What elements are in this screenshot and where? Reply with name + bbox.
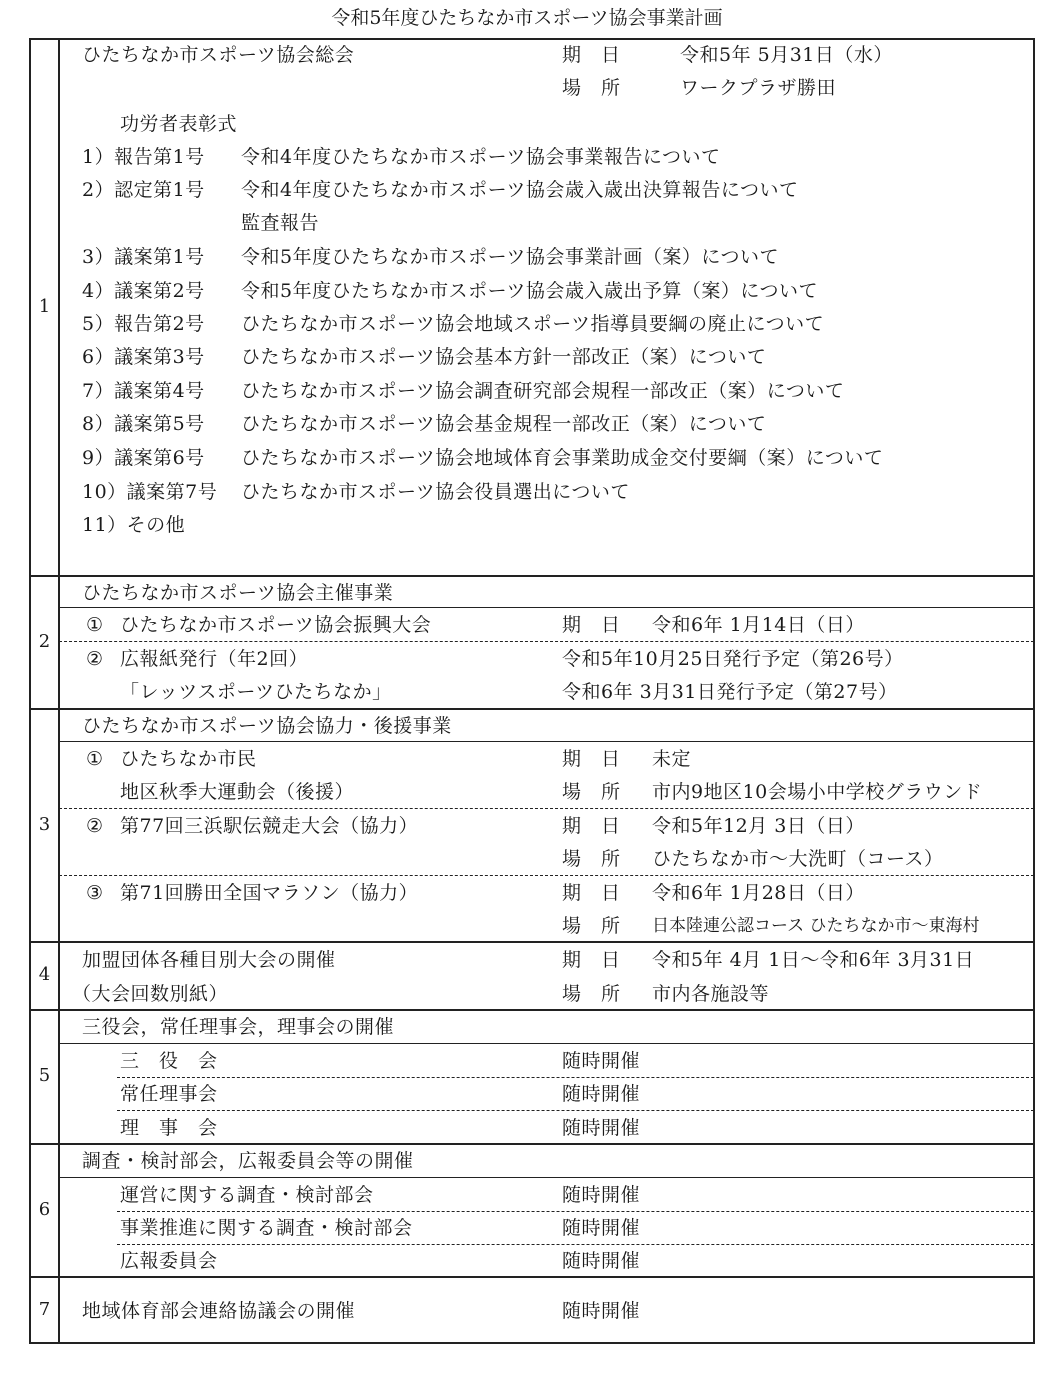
date-value: 令和5年 4月 1日～令和6年 3月31日 bbox=[652, 949, 975, 971]
section-divider bbox=[29, 1009, 1035, 1011]
section-heading: ひたちなか市スポーツ協会総会 bbox=[82, 44, 355, 66]
place-label: 場 所 bbox=[562, 915, 621, 937]
agenda-item-number: 3）議案第1号 bbox=[82, 246, 205, 268]
agenda-item-text: ひたちなか市スポーツ協会基本方針一部改正（案）について bbox=[241, 346, 767, 368]
item-divider bbox=[59, 875, 1034, 876]
item-divider bbox=[117, 1211, 1034, 1212]
date-label: 期 日 bbox=[562, 949, 621, 971]
agenda-item-text: 令和4年度ひたちなか市スポーツ協会歳入歳出決算報告について bbox=[241, 179, 799, 201]
agenda-item-text: 令和5年度ひたちなか市スポーツ協会事業計画（案）について bbox=[241, 246, 779, 268]
section-heading: 地域体育部会連絡協議会の開催 bbox=[82, 1300, 356, 1322]
section-divider bbox=[29, 1143, 1035, 1145]
place-label: 場 所 bbox=[562, 983, 621, 1005]
agenda-item-number: 8）議案第5号 bbox=[82, 413, 205, 435]
meeting-name: 事業推進に関する調査・検討部会 bbox=[120, 1217, 413, 1239]
section-number: 5 bbox=[38, 1065, 51, 1086]
meeting-schedule: 随時開催 bbox=[562, 1300, 641, 1322]
agenda-item-number: 11）その他 bbox=[82, 514, 186, 536]
agenda-item-text: 令和5年度ひたちなか市スポーツ協会歳入歳出予算（案）について bbox=[241, 280, 818, 302]
section-number: 4 bbox=[38, 964, 51, 985]
meeting-schedule: 随時開催 bbox=[562, 1050, 641, 1072]
agenda-item-number: 9）議案第6号 bbox=[82, 447, 205, 469]
item-divider bbox=[117, 1110, 1034, 1111]
meeting-schedule: 随時開催 bbox=[562, 1217, 641, 1239]
agenda-item-text: 令和4年度ひたちなか市スポーツ協会事業報告について bbox=[241, 146, 721, 168]
item-divider bbox=[117, 1244, 1034, 1245]
place-label: 場 所 bbox=[562, 781, 621, 803]
date-value: 令和6年 1月14日（日） bbox=[652, 614, 865, 636]
date-label: 期 日 bbox=[562, 614, 621, 636]
item-mark: ③ bbox=[86, 882, 104, 904]
agenda-item-text: ひたちなか市スポーツ協会調査研究部会規程一部改正（案）について bbox=[241, 380, 845, 402]
section-divider bbox=[29, 708, 1035, 710]
place-value: ひたちなか市～大洗町（コース） bbox=[652, 848, 944, 870]
meeting-schedule: 随時開催 bbox=[562, 1184, 641, 1206]
meeting-name: 三 役 会 bbox=[120, 1050, 218, 1072]
date-label: 期 日 bbox=[562, 815, 621, 837]
agenda-item-number: 5）報告第2号 bbox=[82, 313, 205, 335]
publication-date: 令和5年10月25日発行予定（第26号） bbox=[562, 648, 904, 670]
item-mark: ① bbox=[86, 748, 104, 770]
event-name: 第77回三浜駅伝競走大会（協力） bbox=[120, 815, 419, 837]
agenda-item-number: 10）議案第7号 bbox=[82, 481, 218, 503]
agenda-item-text: ひたちなか市スポーツ協会基金規程一部改正（案）について bbox=[241, 413, 767, 435]
agenda-item-number: 4）議案第2号 bbox=[82, 280, 205, 302]
section-number: 3 bbox=[38, 814, 51, 835]
date-value: 令和5年12月 3日（日） bbox=[652, 815, 865, 837]
event-name: 第71回勝田全国マラソン（協力） bbox=[120, 882, 419, 904]
item-mark: ① bbox=[86, 614, 104, 636]
section-heading: 三役会，常任理事会，理事会の開催 bbox=[82, 1016, 395, 1038]
agenda-item-number: 7）議案第4号 bbox=[82, 380, 205, 402]
item-mark: ② bbox=[86, 815, 104, 837]
place-label: 場 所 bbox=[562, 77, 621, 99]
section-number: 2 bbox=[38, 631, 51, 652]
section-number: 1 bbox=[38, 296, 51, 317]
agenda-item-number: 2）認定第1号 bbox=[82, 179, 205, 201]
item-divider bbox=[59, 641, 1034, 642]
place-value: 市内各施設等 bbox=[652, 983, 770, 1005]
event-name-sub: 「レッツスポーツひたちなか」 bbox=[120, 681, 392, 703]
date-value: 令和6年 1月28日（日） bbox=[652, 882, 865, 904]
section-number: 6 bbox=[38, 1199, 51, 1220]
meeting-name: 広報委員会 bbox=[120, 1250, 218, 1272]
meeting-schedule: 随時開催 bbox=[562, 1250, 641, 1272]
place-label: 場 所 bbox=[562, 848, 621, 870]
section-heading: 調査・検討部会，広報委員会等の開催 bbox=[82, 1150, 414, 1172]
section-divider bbox=[29, 941, 1035, 943]
place-value: ワークプラザ勝田 bbox=[680, 77, 837, 99]
section-heading: ひたちなか市スポーツ協会協力・後援事業 bbox=[82, 715, 452, 737]
date-label: 期 日 bbox=[562, 748, 621, 770]
place-value: 市内9地区10会場小中学校グラウンド bbox=[652, 781, 983, 803]
event-name-sub: 地区秋季大運動会（後援） bbox=[120, 781, 355, 803]
date-label: 期 日 bbox=[562, 44, 621, 66]
section-number: 7 bbox=[38, 1299, 51, 1320]
item-divider bbox=[117, 1077, 1034, 1078]
subheader-divider bbox=[59, 1043, 1034, 1044]
item-divider bbox=[59, 808, 1034, 809]
agenda-item-number: 1）報告第1号 bbox=[82, 146, 205, 168]
meeting-schedule: 随時開催 bbox=[562, 1083, 641, 1105]
section-subnote: （大会回数別紙） bbox=[72, 983, 229, 1005]
award-ceremony: 功労者表彰式 bbox=[120, 113, 238, 135]
event-name: 広報紙発行（年2回） bbox=[120, 648, 309, 670]
agenda-item-text: 監査報告 bbox=[241, 212, 320, 234]
event-name: ひたちなか市民 bbox=[120, 748, 257, 770]
date-label: 期 日 bbox=[562, 882, 621, 904]
subheader-divider bbox=[59, 1177, 1034, 1178]
publication-date: 令和6年 3月31日発行予定（第27号） bbox=[562, 681, 898, 703]
meeting-name: 理 事 会 bbox=[120, 1117, 218, 1139]
date-value: 未定 bbox=[652, 748, 692, 770]
section-heading: ひたちなか市スポーツ協会主催事業 bbox=[82, 582, 394, 604]
subheader-divider bbox=[59, 607, 1034, 608]
agenda-item-text: ひたちなか市スポーツ協会地域体育会事業助成金交付要綱（案）について bbox=[241, 447, 884, 469]
section-heading: 加盟団体各種目別大会の開催 bbox=[82, 949, 336, 971]
meeting-schedule: 随時開催 bbox=[562, 1117, 641, 1139]
meeting-name: 常任理事会 bbox=[120, 1083, 218, 1105]
event-name: ひたちなか市スポーツ協会振興大会 bbox=[120, 614, 432, 636]
meeting-name: 運営に関する調査・検討部会 bbox=[120, 1184, 374, 1206]
item-mark: ② bbox=[86, 648, 104, 670]
page-title: 令和5年度ひたちなか市スポーツ協会事業計画 bbox=[331, 7, 723, 29]
date-value: 令和5年 5月31日（水） bbox=[680, 44, 893, 66]
agenda-item-text: ひたちなか市スポーツ協会役員選出について bbox=[241, 481, 630, 503]
subheader-divider bbox=[59, 741, 1034, 742]
section-divider bbox=[29, 1276, 1035, 1278]
agenda-item-number: 6）議案第3号 bbox=[82, 346, 205, 368]
agenda-item-text: ひたちなか市スポーツ協会地域スポーツ指導員要綱の廃止について bbox=[241, 313, 825, 335]
section-divider bbox=[29, 575, 1035, 577]
number-column-divider bbox=[58, 38, 60, 1344]
place-value: 日本陸連公認コース ひたちなか市～東海村 bbox=[652, 916, 980, 936]
